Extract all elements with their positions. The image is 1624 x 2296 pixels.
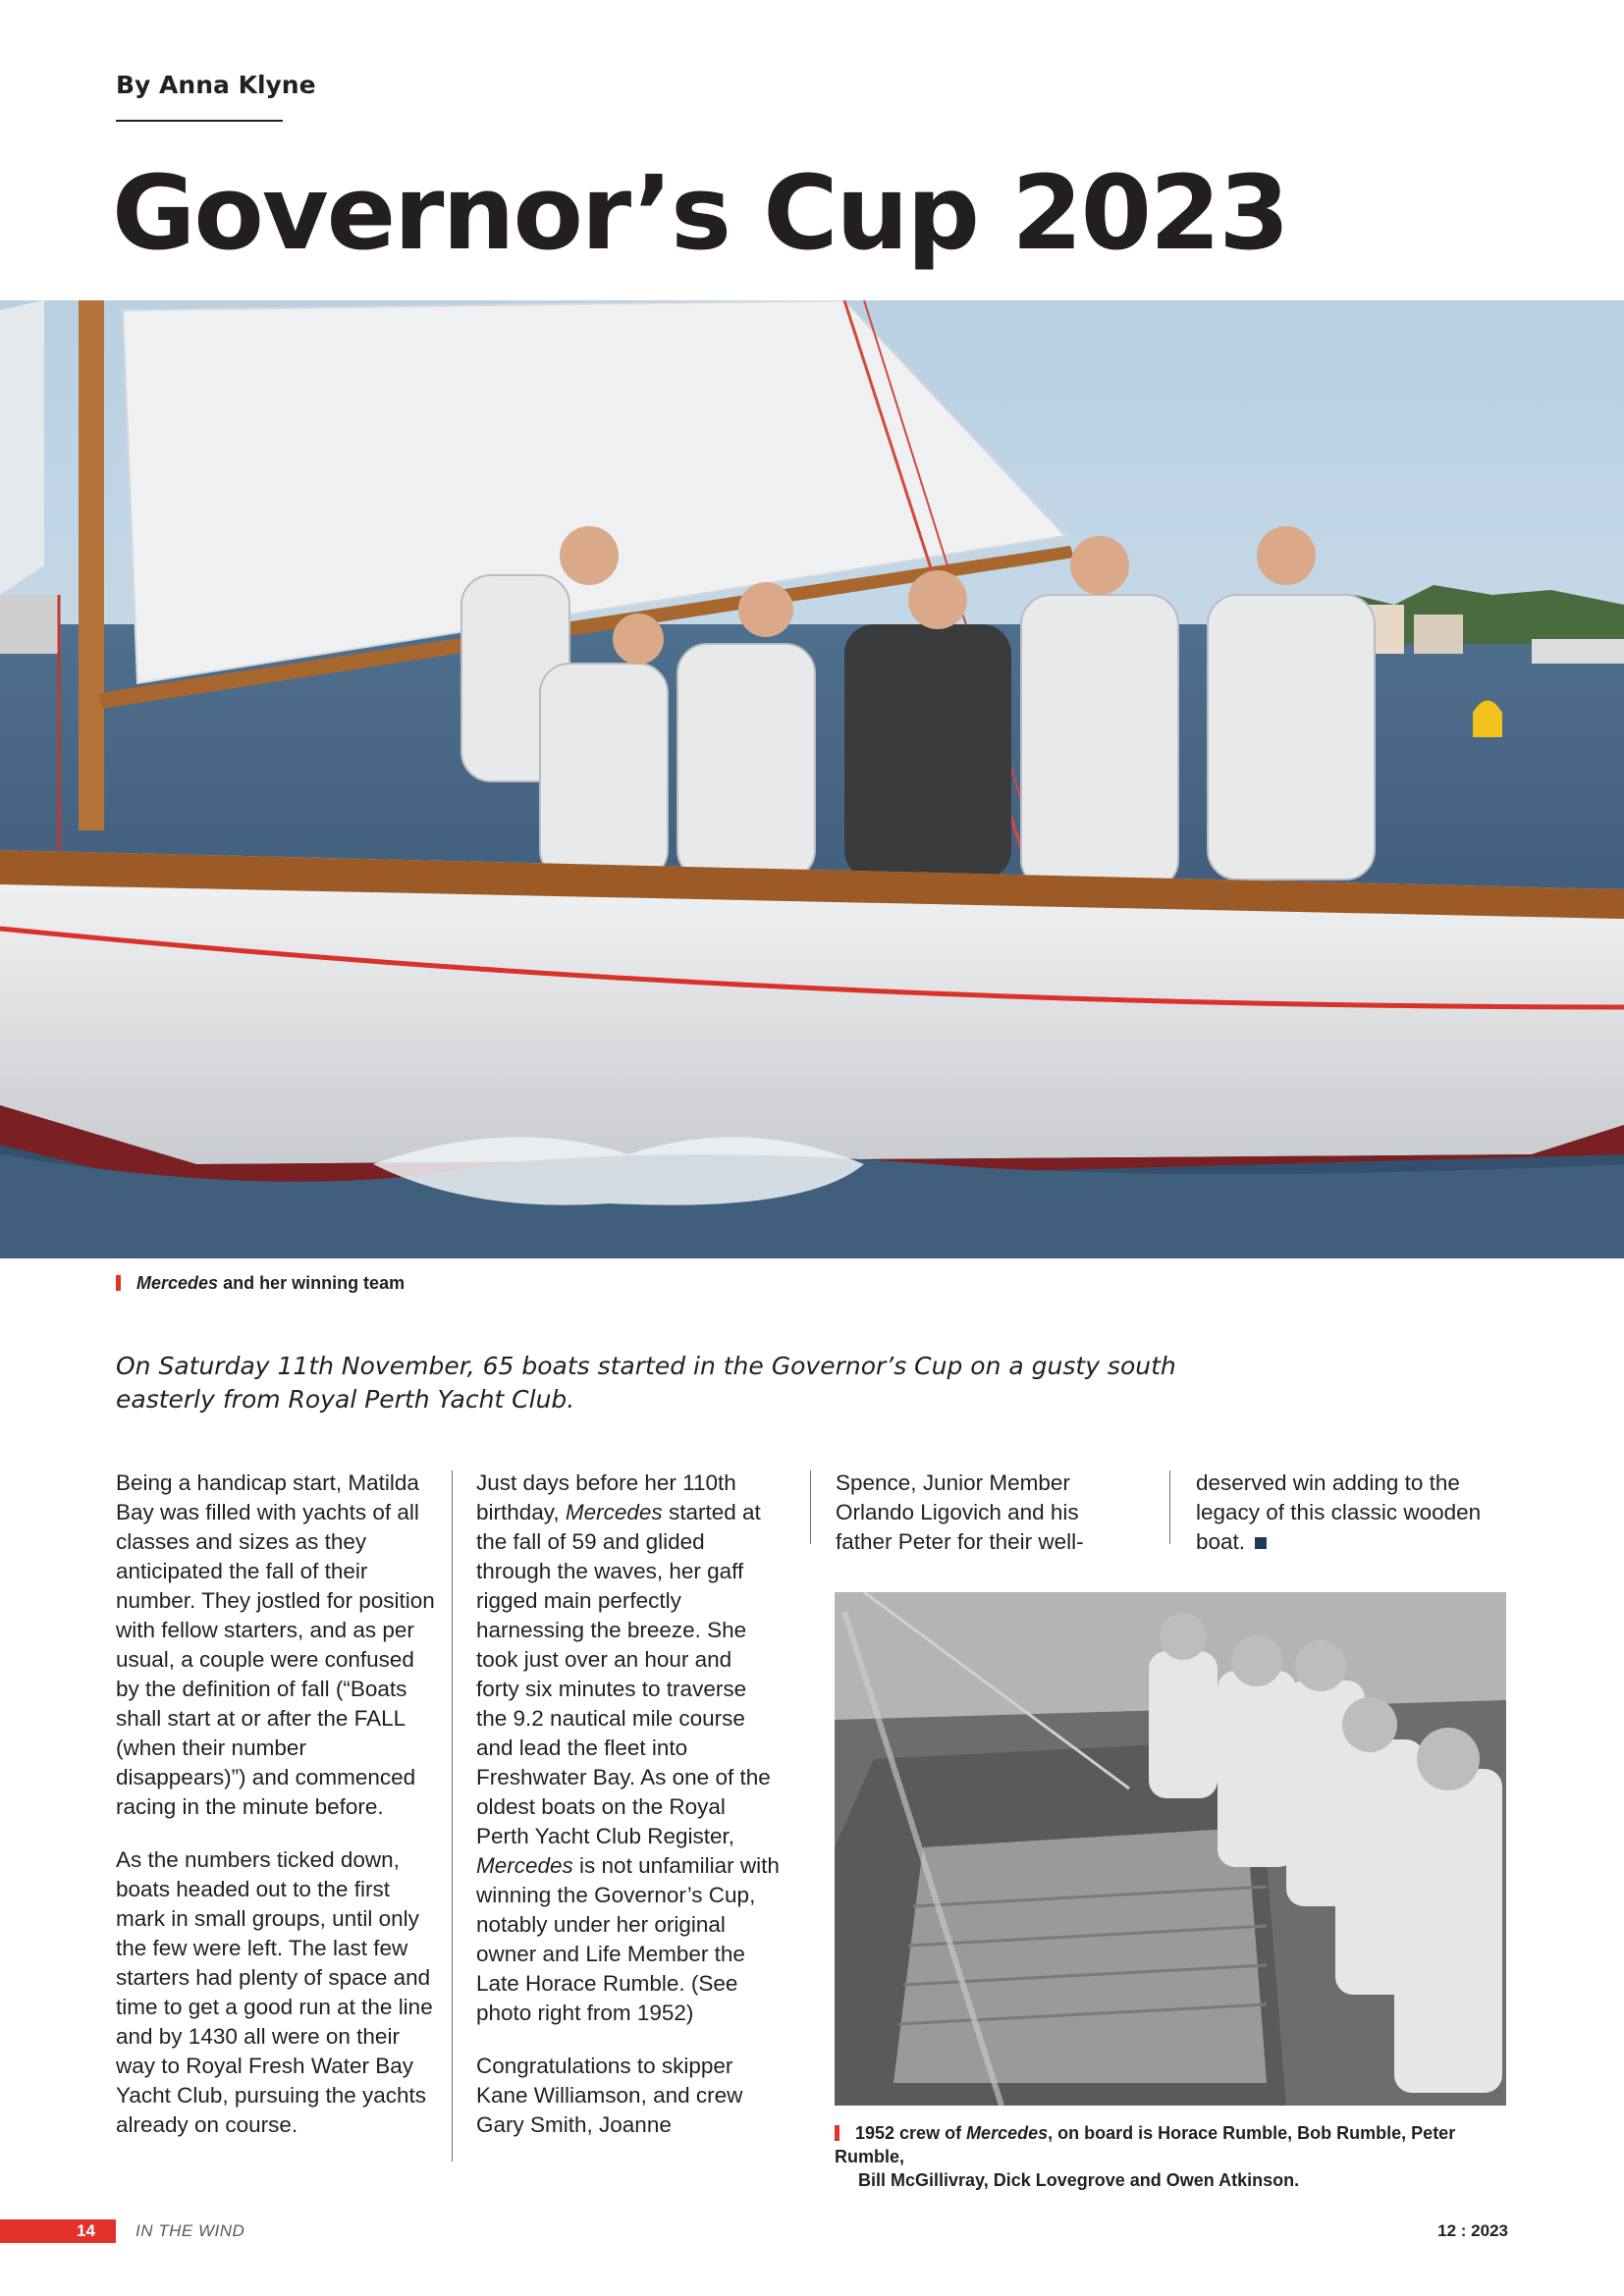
byline-underline [116,120,283,122]
end-of-article-icon [1255,1537,1267,1549]
paragraph-6: deserved win adding to the legacy of this classic wooden boat. [1196,1470,1482,1554]
paragraph-4: Congratulations to skipper Kane Williamson, and crew Gary Smith, Joanne [476,2054,743,2137]
byline: By Anna Klyne [116,71,316,99]
paragraph-5: Spence, Junior Member Orlando Ligovich and his father Peter for their well- [836,1470,1084,1554]
paragraph-3: Just days before her 110th birthday, Mercedes started at the fall of 59 and glided through the waves, her gaff rigged main perfectly harnessing the breeze. She took just over an hour and forty six minutes to traverse the 9.2 nautical mile course and lead the fleet into Freshwater Bay. As one of the oldest boats on the Royal Perth Yacht Club Register, Mercedes is not unfamiliar with winning the Governor’s Cup, notably under her original owner and Life Member the Late Horace Rumble. (See photo right from 1952) [476,1470,780,2025]
caption-marker [116,1275,121,1291]
column-divider [810,1470,811,1544]
caption-marker [835,2125,839,2141]
archive-photo-caption [835,2121,1522,2192]
column-divider [1169,1470,1170,1544]
footer-accent-bar [0,2219,116,2243]
hero-photo [0,300,1624,1258]
magazine-name: IN THE WIND [135,2221,245,2240]
column-4 [1196,1468,1520,1580]
standfirst: On Saturday 11th November, 65 boats started in the Governor’s Cup on a gusty south easterly from Royal Perth Yacht Club. [116,1352,1176,1414]
paragraph-1: Being a handicap start, Matilda Bay was filled with yachts of all classes and sizes as they anticipated the fall of their number. They jostled for position with fellow starters, and as per usual, a couple were confused by the definition of fall (“Boats shall start at or after the FALL (when their number disappears)”) and commenced racing in the minute before. [116,1470,435,1819]
column-1 [116,1468,440,2163]
column-divider [452,1470,453,2162]
column-2 [476,1468,781,2163]
caption-boat-name: Mercedes [136,1273,219,1293]
caption-line-1: 1952 crew of Mercedes, on board is Horace Rumble, Bob Rumble, Peter Rumble, [835,2123,1456,2166]
page-number: 14 [77,2221,95,2240]
column-3 [836,1468,1130,1580]
hero-caption [116,1273,405,1294]
paragraph-2: As the numbers ticked down, boats headed out to the first mark in small groups, until only the few were left. The last few starters had plenty of space and time to get a good run at the line and by 1430 all were on their way to Royal Fresh Water Bay Yacht Club, pursuing the yachts already on course. [116,1847,433,2137]
issue-date: 12 : 2023 [1437,2221,1508,2240]
article-title: Governor’s Cup 2023 [112,153,1288,273]
archive-photo-1952 [835,1592,1506,2106]
caption-line-2: Bill McGillivray, Dick Lovegrove and Owen Atkinson. [858,2170,1300,2190]
caption-text: and her winning team [218,1273,406,1293]
